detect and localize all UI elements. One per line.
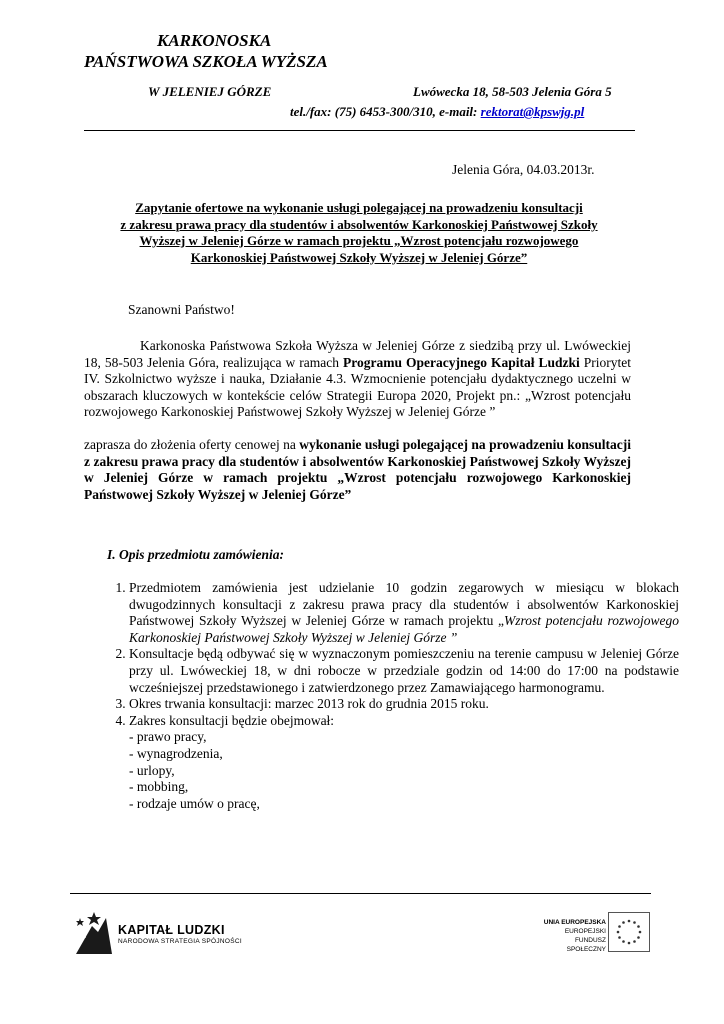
eu-stars-icon [609,913,649,951]
invitation-paragraph [84,437,631,503]
header-divider [84,130,635,131]
intro-text: Karkonoska Państwowa Szkoła Wyższa w Jeleniej Górze z siedzibą przy ul. Lwóweckiej 18, 58-503 Jelenia Góra, realizująca w ramach [84,338,631,370]
kapital-ludzki-title: KAPITAŁ LUDZKI [118,923,225,937]
kapital-ludzki-logo [72,908,114,956]
institution-name-line2: PAŃSTWOWA SZKOŁA WYŻSZA [84,52,328,71]
kapital-ludzki-subtitle: NARODOWA STRATEGIA SPÓJNOŚCI [118,938,242,945]
scope-item: - mobbing, [129,779,189,795]
document-title [84,200,634,266]
institution-city: W JELENIEJ GÓRZE [148,84,272,99]
intro-program-name: Programu Operacyjnego Kapitał Ludzki [342,354,580,370]
invitation-text: zaprasza do złożenia oferty cenowej na [84,437,300,452]
greeting: Szanowni Państwo! [128,302,235,317]
title-line: z zakresu prawa pracy dla studentów i absolwentów Karkonoskiej Państwowej Szkoły [120,216,598,232]
email-link[interactable]: rektorat@kpswjg.pl [480,104,585,119]
list-item: 3. Okres trwania konsultacji: marzec 2013 rok do grudnia 2015 roku. [129,696,679,713]
footer-divider [70,893,651,894]
contact-phone: tel./fax: (75) 6453-300/310, e-mail: [290,104,481,119]
intro-paragraph [84,338,631,421]
institution-address: Lwówecka 18, 58-503 Jelenia Góra 5 [413,84,612,99]
intro-text-end: Priorytet IV. Szkolnictwo wyższe i nauka, Działanie 4.3. Wzmocnienie potencjału dydaktycznego uczelni w obszarach kluczowych w kontekście celów Strategii Europa 2020, Projekt pn.: „Wzrost potencjału rozwojowego Karkonoskiej Państwowej Szkoły Wyższej w Jeleniej Górze ” [84,354,632,419]
scope-item: - urlopy, [129,762,175,778]
title-line: Wyższej w Jeleniej Górze w ramach projektu „Wzrost potencjału rozwojowego [139,233,579,248]
kapital-ludzki-logo-icon [72,908,114,956]
scope-item: - prawo pracy, [129,729,207,745]
document-date: Jelenia Góra, 04.03.2013r. [452,162,595,177]
eu-text-block [536,918,606,954]
list-item [129,580,679,646]
scope-list [129,729,679,812]
item-text: Zakres konsultacji będzie obejmował: [129,712,335,728]
item-project-name: Wzrost potencjału rozwojowego Karkonoskiej Państwowej Szkoły Wyższej w Jeleniej Górze ” [129,613,679,645]
item-text: Przedmiotem zamówienia jest udzielanie 10 godzin zegarowych w miesiącu w blokach dwugodzinnych konsultacji z zakresu prawa pracy dla studentów i absolwentów Karkonoskiej Państwowej Szkoły Wyższej w Jeleniej Górze w ramach projektu „ [129,580,679,629]
title-line: Karkonoskiej Państwowej Szkoły Wyższej w Jeleniej Górze” [190,249,528,265]
list-item: 2. Konsultacje będą odbywać się w wyznaczonym pomieszczeniu na terenie campusu w Jeleniej Górze przy ul. Lwóweckiej 18, w dni robocze w przedziale godzin od 14:00 do 17:00 na podstawie wcześniejszej przedstawionego i zatwierdzonego przez Zamawiającego harmonogramu. [129,646,679,696]
list-item [129,713,679,813]
scope-item: - rodzaje umów o pracę, [129,795,260,811]
eu-title: UNIA EUROPEJSKA [543,919,606,926]
scope-item: - wynagrodzenia, [129,745,223,761]
institution-name-line1: KARKONOSKA [157,31,272,50]
title-line: Zapytanie ofertowe na wykonanie usługi polegającej na prowadzeniu konsultacji [135,200,583,215]
institution-contact [290,104,584,120]
eu-fund-line1: EUROPEJSKI [564,928,606,935]
eu-fund-line2: FUNDUSZ SPOŁECZNY [566,937,606,953]
eu-flag [608,912,650,952]
section-title: I. Opis przedmiotu zamówienia: [107,547,285,562]
order-description-list [84,580,679,812]
invitation-subject: wykonanie usługi polegającej na prowadzeniu konsultacji z zakresu prawa pracy dla studentów i absolwentów Karkonoskiej Państwowej Szkoły Wyższej w Jeleniej Górze w ramach projektu „Wzrost potencjału rozwojowego Karkonoskiej Państwowej Szkoły Wyższej w Jeleniej Górze” [84,437,631,502]
